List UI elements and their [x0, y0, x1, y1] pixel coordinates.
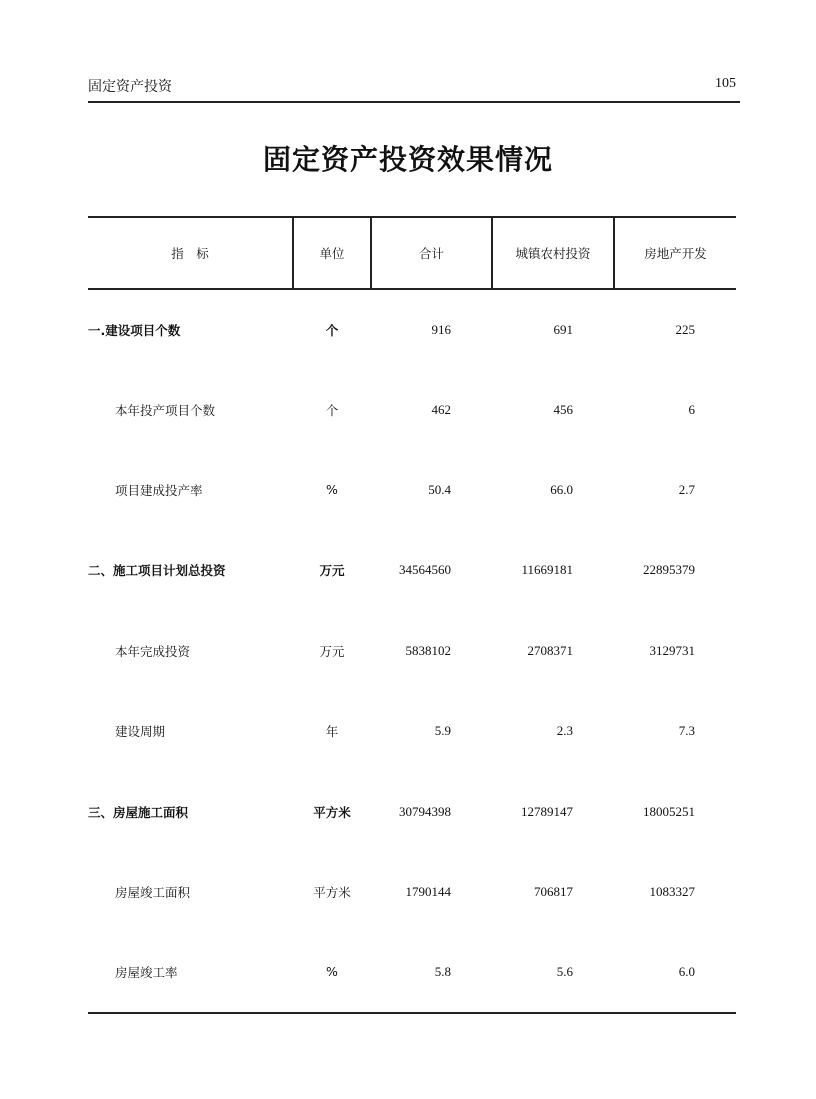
table-row [88, 530, 736, 610]
header-total: 合计 [371, 217, 492, 289]
row-total: 462 [431, 401, 451, 417]
row-unit: 万元 [319, 643, 345, 659]
header-urban-rural: 城镇农村投资 [492, 217, 614, 289]
row-real-estate: 7.3 [678, 723, 695, 739]
row-urban-rural: 691 [553, 321, 573, 337]
table-row [88, 691, 736, 771]
page-number: 105 [715, 76, 736, 91]
table-row [88, 932, 736, 1012]
row-total: 5838102 [405, 642, 451, 658]
row-urban-rural: 5.6 [556, 963, 573, 979]
data-table [88, 216, 736, 1014]
row-total: 34564560 [399, 562, 451, 578]
row-urban-rural: 2708371 [527, 642, 573, 658]
row-unit: 个 [325, 322, 339, 338]
row-real-estate: 225 [675, 321, 695, 337]
row-urban-rural: 66.0 [550, 481, 573, 497]
row-unit: % [326, 964, 338, 980]
header-real-estate: 房地产开发 [614, 217, 736, 289]
row-unit: 年 [325, 724, 339, 740]
row-real-estate: 2.7 [678, 481, 695, 497]
table-row [88, 611, 736, 691]
row-label: 房屋竣工面积 [115, 884, 191, 900]
row-unit: 万元 [319, 563, 345, 579]
running-header [88, 76, 740, 103]
row-label: 建设周期 [115, 724, 166, 740]
row-label: 本年投产项目个数 [115, 402, 216, 418]
row-label: 一.建设项目个数 [88, 322, 181, 338]
row-unit: 平方米 [313, 884, 351, 900]
row-unit: % [326, 482, 338, 498]
row-total: 1790144 [405, 883, 451, 899]
header-indicator: 指 标 [171, 246, 209, 261]
row-label: 本年完成投资 [115, 643, 191, 659]
row-label: 二、施工项目计划总投资 [88, 563, 226, 579]
row-total: 50.4 [428, 481, 451, 497]
row-unit: 个 [325, 402, 339, 418]
row-real-estate: 18005251 [643, 803, 695, 819]
row-label: 三、房屋施工面积 [88, 804, 189, 820]
row-total: 5.8 [434, 963, 451, 979]
table-row [88, 852, 736, 932]
row-real-estate: 1083327 [649, 883, 695, 899]
page-title: 固定资产投资效果情况 [262, 143, 553, 176]
row-urban-rural: 2.3 [556, 723, 573, 739]
row-urban-rural: 706817 [534, 883, 573, 899]
row-real-estate: 6.0 [678, 963, 695, 979]
row-total: 5.9 [434, 723, 451, 739]
row-unit: 平方米 [313, 804, 351, 820]
row-urban-rural: 456 [553, 401, 573, 417]
row-total: 916 [431, 321, 451, 337]
row-real-estate: 22895379 [643, 562, 695, 578]
row-real-estate: 3129731 [649, 642, 695, 658]
row-urban-rural: 11669181 [521, 562, 573, 578]
row-real-estate: 6 [688, 401, 695, 417]
row-total: 30794398 [399, 803, 451, 819]
table-row [88, 289, 736, 369]
header-unit: 单位 [293, 217, 371, 289]
table-row [88, 450, 736, 530]
section-name: 固定资产投资 [88, 79, 172, 95]
row-urban-rural: 12789147 [521, 803, 573, 819]
row-label: 项目建成投产率 [115, 482, 203, 498]
table-row [88, 369, 736, 449]
row-label: 房屋竣工率 [115, 964, 178, 980]
table-header-row [88, 217, 736, 289]
table-row [88, 771, 736, 851]
